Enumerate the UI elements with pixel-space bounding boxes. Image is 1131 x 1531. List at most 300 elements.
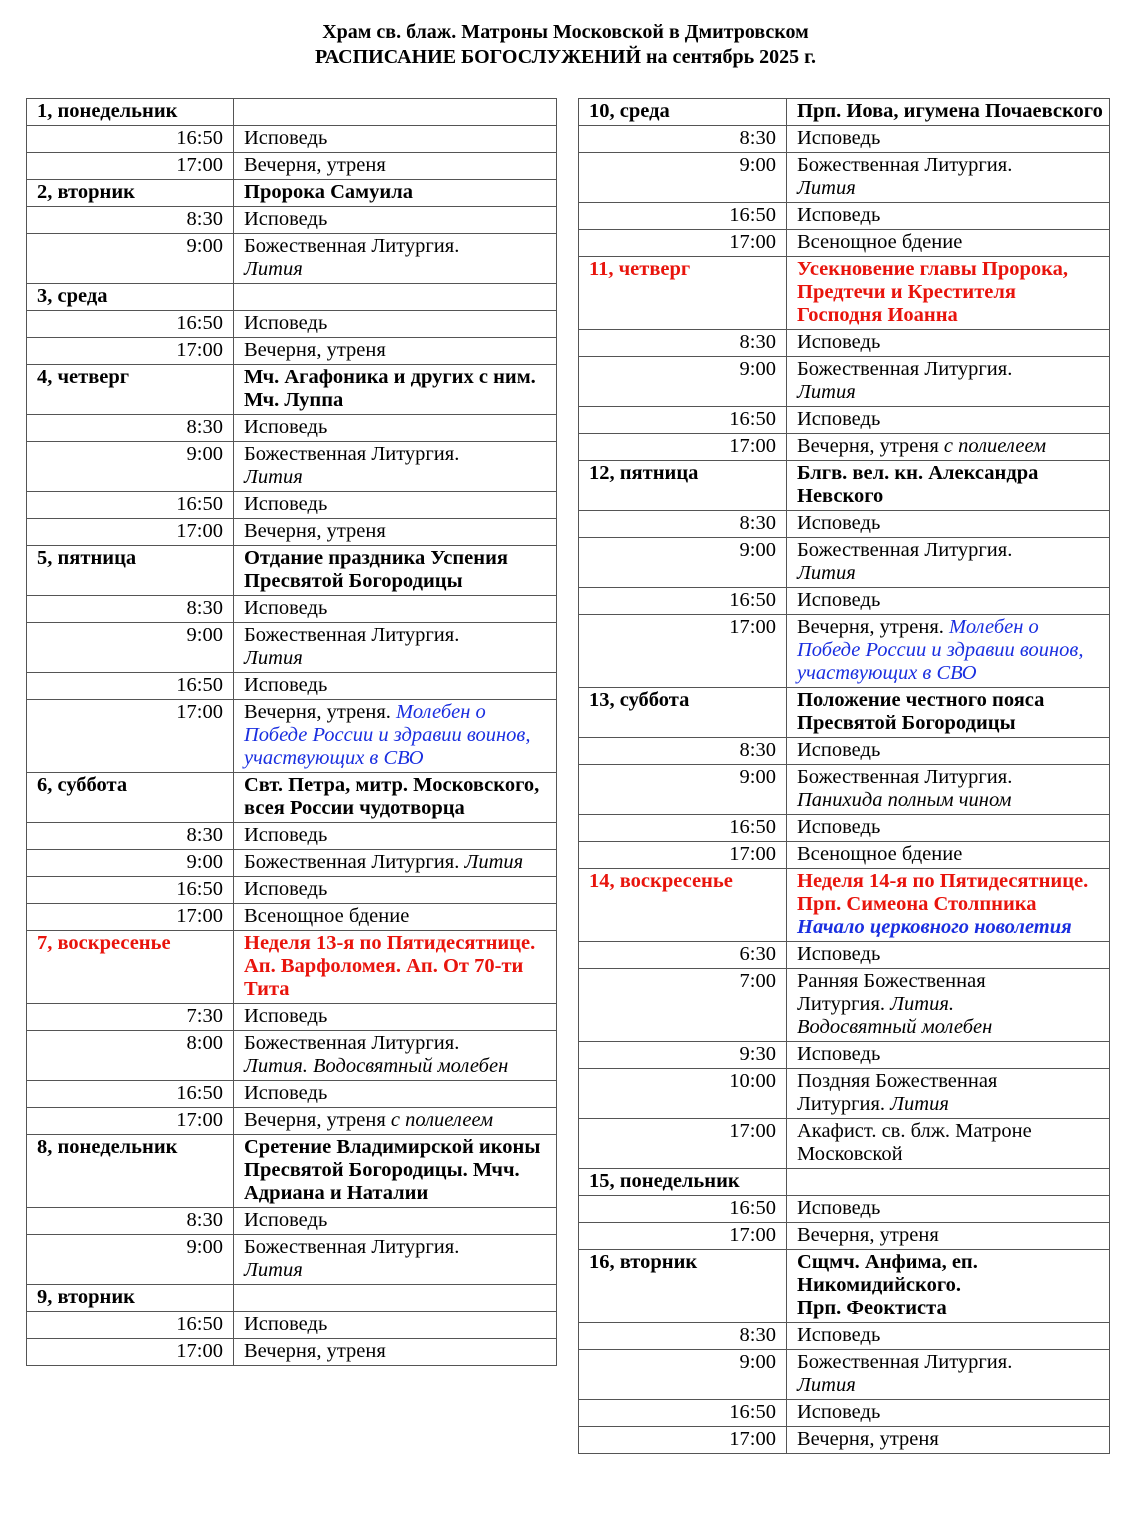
day-row [27,99,557,126]
service-name [787,815,1110,842]
day-date: 13, суббота [579,688,787,738]
service-time: 17:00 [27,153,234,180]
service-time: 7:00 [579,969,787,1042]
day-row [27,365,557,415]
text-segment: Исповедь [797,331,881,353]
service-name [787,1042,1110,1069]
day-feast [787,257,1110,330]
text-segment: Исповедь [244,1313,328,1335]
service-name [787,969,1110,1042]
text-segment: Вечерня, утреня [244,1109,391,1131]
service-name [787,738,1110,765]
service-name [787,153,1110,203]
service-row [27,823,557,850]
service-time: 16:50 [27,1312,234,1339]
service-row [579,203,1110,230]
service-row [27,1081,557,1108]
service-time: 8:30 [27,415,234,442]
text-segment: Лития [464,851,524,873]
text-segment: Божественная Литургия. [244,235,460,257]
text-segment: Божественная Литургия. [244,443,460,465]
text-segment: Исповедь [244,597,328,619]
day-feast [234,931,557,1004]
service-row [27,311,557,338]
text-segment: Божественная Литургия. [244,1032,460,1054]
text-segment: Прп. Феоктиста [797,1297,947,1319]
service-time: 9:00 [579,538,787,588]
service-name [787,1427,1110,1454]
service-time: 17:00 [27,904,234,931]
day-date: 16, вторник [579,1250,787,1323]
service-name [234,207,557,234]
service-row [27,1312,557,1339]
service-row [27,338,557,365]
text-segment: Московской [797,1143,903,1165]
text-segment: Лития [797,562,856,584]
service-row [579,1350,1110,1400]
text-segment: Исповедь [244,416,328,438]
service-name [234,877,557,904]
service-row [579,1223,1110,1250]
service-name [234,904,557,931]
text-segment: Вечерня, утреня [797,435,944,457]
service-name [234,1235,557,1285]
service-time: 8:30 [579,511,787,538]
day-row [27,546,557,596]
service-time: 9:00 [27,234,234,284]
service-row [27,700,557,773]
service-time: 7:30 [27,1004,234,1031]
service-name [234,126,557,153]
day-feast [234,99,557,126]
text-segment: Исповедь [244,1005,328,1027]
day-feast [234,773,557,823]
text-segment: Исповедь [797,1197,881,1219]
service-name [787,357,1110,407]
day-date: 3, среда [27,284,234,311]
service-time: 17:00 [27,338,234,365]
service-name [234,492,557,519]
service-name [787,434,1110,461]
text-segment: Божественная Литургия. [797,539,1013,561]
service-name [787,511,1110,538]
text-segment: с полиелеем [390,1109,494,1131]
text-segment: Исповедь [797,127,881,149]
text-segment: Неделя 14-я по Пятидесятнице. [797,870,1089,892]
day-row [27,931,557,1004]
service-row [579,1042,1110,1069]
service-name [787,1196,1110,1223]
service-time: 8:30 [27,1208,234,1235]
service-row [27,877,557,904]
day-row [27,1285,557,1312]
service-name [787,588,1110,615]
day-feast [234,180,557,207]
service-time: 8:30 [27,823,234,850]
text-segment: Божественная Литургия. [797,154,1013,176]
text-segment: Исповедь [797,1324,881,1346]
day-feast [787,461,1110,511]
text-segment: Усекновение главы Пророка, Предтечи и Крестителя Господня Иоанна [797,258,1069,326]
service-row [27,904,557,931]
service-row [579,842,1110,869]
service-row [579,126,1110,153]
service-name [787,765,1110,815]
service-time: 9:30 [579,1042,787,1069]
text-segment: Сщмч. Анфима, еп. Никомидийского. [797,1251,978,1296]
service-time: 17:00 [579,230,787,257]
service-time: 16:50 [579,588,787,615]
service-time: 16:50 [579,815,787,842]
day-row [579,1250,1110,1323]
service-row [579,1196,1110,1223]
service-time: 8:30 [579,1323,787,1350]
day-row [27,180,557,207]
service-time: 8:30 [27,596,234,623]
text-segment: Лития [244,647,303,669]
service-name [234,596,557,623]
service-name [234,850,557,877]
service-time: 9:00 [27,442,234,492]
service-name [787,330,1110,357]
service-row [579,407,1110,434]
day-date: 10, среда [579,99,787,126]
service-row [579,738,1110,765]
text-segment: Всенощное бдение [797,843,963,865]
text-segment: Божественная Литургия. [244,851,465,873]
service-time: 10:00 [579,1069,787,1119]
service-row [27,234,557,284]
service-time: 8:30 [579,738,787,765]
service-time: 9:00 [579,357,787,407]
church-name: Храм св. блаж. Матроны Московской в Дмитровском [322,21,809,43]
text-segment: Божественная Литургия. [797,766,1013,788]
schedule-title: РАСПИСАНИЕ БОГОСЛУЖЕНИЙ на сентябрь 2025 г. [315,46,816,68]
service-time: 17:00 [579,1223,787,1250]
service-name [234,1312,557,1339]
day-feast [787,688,1110,738]
text-segment: Лития [797,1374,856,1396]
text-segment: Водосвятный молебен [797,1016,993,1038]
text-segment: Молебен о Победе России и здравии воинов, участвующих в СВО [244,701,531,769]
service-row [579,765,1110,815]
service-name [787,1119,1110,1169]
service-row [27,1004,557,1031]
day-feast [234,1135,557,1208]
service-time: 16:50 [27,877,234,904]
service-time: 16:50 [579,1196,787,1223]
text-segment: Исповедь [797,204,881,226]
service-time: 17:00 [27,519,234,546]
service-time: 16:50 [27,492,234,519]
service-name [234,1004,557,1031]
service-row [579,538,1110,588]
service-name [787,538,1110,588]
text-segment: Лития [797,177,856,199]
text-segment: Вечерня, утреня [244,1340,386,1362]
text-segment: Исповедь [797,1401,881,1423]
service-name [234,673,557,700]
service-time: 17:00 [579,842,787,869]
text-segment: Лития [244,466,303,488]
day-date: 11, четверг [579,257,787,330]
service-row [27,1339,557,1366]
service-name [787,1400,1110,1427]
service-time: 9:00 [579,153,787,203]
text-segment: Вечерня, утреня [244,154,386,176]
text-segment: Исповедь [797,589,881,611]
service-name [787,230,1110,257]
day-feast [787,869,1110,942]
text-segment: Панихида полным чином [797,789,1012,811]
text-segment: Исповедь [244,1082,328,1104]
text-segment: Вечерня, утреня [244,339,386,361]
day-row [579,869,1110,942]
page-header [0,20,1131,70]
service-time: 9:00 [27,623,234,673]
service-row [579,230,1110,257]
text-segment: с полиелеем [943,435,1047,457]
text-segment: Божественная Литургия. [244,1236,460,1258]
service-name [234,623,557,673]
service-time: 17:00 [579,615,787,688]
text-segment: Лития [244,258,303,280]
text-segment: Исповедь [244,878,328,900]
service-time: 16:50 [579,203,787,230]
text-segment: Лития [244,1259,303,1281]
service-row [579,434,1110,461]
schedule-table-left [26,98,557,1366]
day-date: 6, суббота [27,773,234,823]
service-name [234,1208,557,1235]
text-segment: Исповедь [244,1209,328,1231]
service-time: 16:50 [27,673,234,700]
text-segment: Лития [797,381,856,403]
service-time: 8:30 [579,126,787,153]
service-time: 8:00 [27,1031,234,1081]
text-segment: Поздняя Божественная [797,1070,998,1092]
text-segment: Вечерня, утреня. [244,701,397,723]
service-row [27,126,557,153]
service-name [787,842,1110,869]
service-time: 16:50 [27,126,234,153]
day-row [27,1135,557,1208]
service-time: 16:50 [27,311,234,338]
text-segment: Исповедь [797,816,881,838]
text-segment: Акафист. св. блж. Матроне [797,1120,1032,1142]
service-row [579,815,1110,842]
service-row [579,330,1110,357]
service-time: 17:00 [27,700,234,773]
service-time: 17:00 [579,434,787,461]
service-time: 9:00 [579,765,787,815]
day-feast [234,1285,557,1312]
day-row [27,773,557,823]
text-segment: Божественная Литургия. [797,358,1013,380]
day-date: 1, понедельник [27,99,234,126]
day-date: 9, вторник [27,1285,234,1312]
service-time: 17:00 [579,1119,787,1169]
text-segment: Исповедь [244,312,328,334]
service-row [579,153,1110,203]
day-row [579,461,1110,511]
service-row [27,673,557,700]
day-feast [787,99,1110,126]
text-segment: Божественная Литургия. [797,1351,1013,1373]
text-segment: Исповедь [797,739,881,761]
text-segment: Молебен о Победе России и здравии воинов, участвующих в СВО [797,616,1084,684]
service-name [234,700,557,773]
service-row [579,1427,1110,1454]
day-row [579,1169,1110,1196]
text-segment: Свт. Петра, митр. Московского, всея России чудотворца [244,774,540,819]
service-row [27,207,557,234]
day-row [579,688,1110,738]
service-name [234,234,557,284]
service-name [234,338,557,365]
text-segment: Литургия. [797,993,891,1015]
service-name [234,153,557,180]
service-row [27,1031,557,1081]
service-row [27,1208,557,1235]
text-segment: Неделя 13-я по Пятидесятнице. Ап. Варфоломея. Ап. От 70-ти Тита [244,932,536,1000]
service-row [579,1323,1110,1350]
service-time: 16:50 [27,1081,234,1108]
service-time: 9:00 [27,850,234,877]
day-date: 12, пятница [579,461,787,511]
text-segment: Лития. Водосвятный молебен [244,1055,509,1077]
service-time: 17:00 [27,1339,234,1366]
service-name [787,1069,1110,1119]
day-date: 5, пятница [27,546,234,596]
day-date: 15, понедельник [579,1169,787,1196]
day-row [27,284,557,311]
service-name [234,1339,557,1366]
service-name [787,1223,1110,1250]
text-segment: Исповедь [244,493,328,515]
text-segment: Сретение Владимирской иконы Пресвятой Богородицы. Мчч. Адриана и Наталии [244,1136,541,1204]
service-row [579,1119,1110,1169]
day-feast [234,365,557,415]
text-segment: Вечерня, утреня [797,1224,939,1246]
day-date: 8, понедельник [27,1135,234,1208]
text-segment: Исповедь [244,824,328,846]
service-name [234,311,557,338]
text-segment: Прп. Иова, игумена Почаевского [797,100,1103,122]
text-segment: Исповедь [244,127,328,149]
day-feast [787,1250,1110,1323]
text-segment: Начало церковного новолетия [797,916,1072,938]
service-name [234,1108,557,1135]
text-segment: Всенощное бдение [797,231,963,253]
day-feast [234,284,557,311]
service-row [579,942,1110,969]
service-time: 16:50 [579,1400,787,1427]
service-row [27,850,557,877]
service-time: 8:30 [27,207,234,234]
service-time: 17:00 [27,1108,234,1135]
service-time: 9:00 [27,1235,234,1285]
service-name [787,126,1110,153]
service-row [27,623,557,673]
service-row [27,153,557,180]
text-segment: Исповедь [797,408,881,430]
day-date: 7, воскресенье [27,931,234,1004]
text-segment: Отдание праздника Успения Пресвятой Богородицы [244,547,508,592]
day-date: 2, вторник [27,180,234,207]
text-segment: Исповедь [244,674,328,696]
day-row [579,99,1110,126]
service-name [787,203,1110,230]
service-name [787,942,1110,969]
service-time: 9:00 [579,1350,787,1400]
service-time: 6:30 [579,942,787,969]
text-segment: Лития [890,1093,949,1115]
service-name [787,407,1110,434]
service-time: 17:00 [579,1427,787,1454]
text-segment: Лития. [890,993,954,1015]
day-feast [234,546,557,596]
schedule-table-right [578,98,1110,1454]
service-row [579,969,1110,1042]
service-name [234,415,557,442]
text-segment: Прп. Симеона Столпника [797,893,1037,915]
text-segment: Пророка Самуила [244,181,413,203]
service-row [27,1235,557,1285]
text-segment: Вечерня, утреня [797,1428,939,1450]
service-row [579,357,1110,407]
service-row [579,1069,1110,1119]
service-name [234,1081,557,1108]
text-segment: Исповедь [797,943,881,965]
day-row [579,257,1110,330]
text-segment: Ранняя Божественная [797,970,986,992]
service-name [787,1323,1110,1350]
service-row [579,511,1110,538]
text-segment: Божественная Литургия. [244,624,460,646]
day-feast [787,1169,1110,1196]
text-segment: Исповедь [797,512,881,534]
text-segment: Вечерня, утреня [244,520,386,542]
service-row [27,442,557,492]
service-time: 16:50 [579,407,787,434]
service-row [579,615,1110,688]
service-row [27,492,557,519]
service-name [234,823,557,850]
day-date: 14, воскресенье [579,869,787,942]
text-segment: Исповедь [797,1043,881,1065]
day-date: 4, четверг [27,365,234,415]
service-name [234,519,557,546]
text-segment: Положение честного пояса Пресвятой Богородицы [797,689,1045,734]
service-row [27,519,557,546]
service-name [234,1031,557,1081]
service-row [27,596,557,623]
text-segment: Мч. Агафоника и других с ним. Мч. Луппа [244,366,536,411]
text-segment: Литургия. [797,1093,891,1115]
text-segment: Исповедь [244,208,328,230]
service-row [27,415,557,442]
text-segment: Блгв. вел. кн. Александра Невского [797,462,1039,507]
service-row [579,1400,1110,1427]
service-name [787,615,1110,688]
service-name [787,1350,1110,1400]
service-name [234,442,557,492]
service-row [27,1108,557,1135]
text-segment: Всенощное бдение [244,905,410,927]
service-time: 8:30 [579,330,787,357]
text-segment: Вечерня, утреня. [797,616,950,638]
